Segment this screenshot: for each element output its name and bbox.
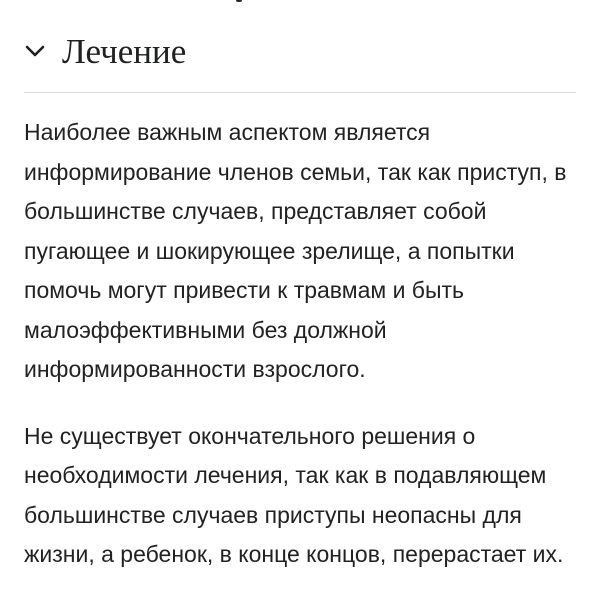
section-divider xyxy=(24,92,576,93)
section-title: Лечение xyxy=(62,32,187,71)
section-header-treatment[interactable] xyxy=(0,22,600,82)
paragraph-family-information: Наиболее важным аспектом является информирование членов семьи, так как приступ, в большинстве случаев, представляет собой пугающее и шокирующее зрелище, а попытки помочь могут привести к травмам и быть малоэффективными без должной информированности взрослого. xyxy=(24,119,567,382)
chevron-down-icon[interactable] xyxy=(24,40,46,62)
previous-content-fragment xyxy=(236,0,242,2)
paragraph-treatment-necessity: Не существует окончательного решения о необходимости лечения, так как в подавляющем большинстве случаев приступы неопасны для жизни, а ребенок, в конце концов, перерастает их. xyxy=(24,422,564,567)
section-content xyxy=(24,113,584,602)
